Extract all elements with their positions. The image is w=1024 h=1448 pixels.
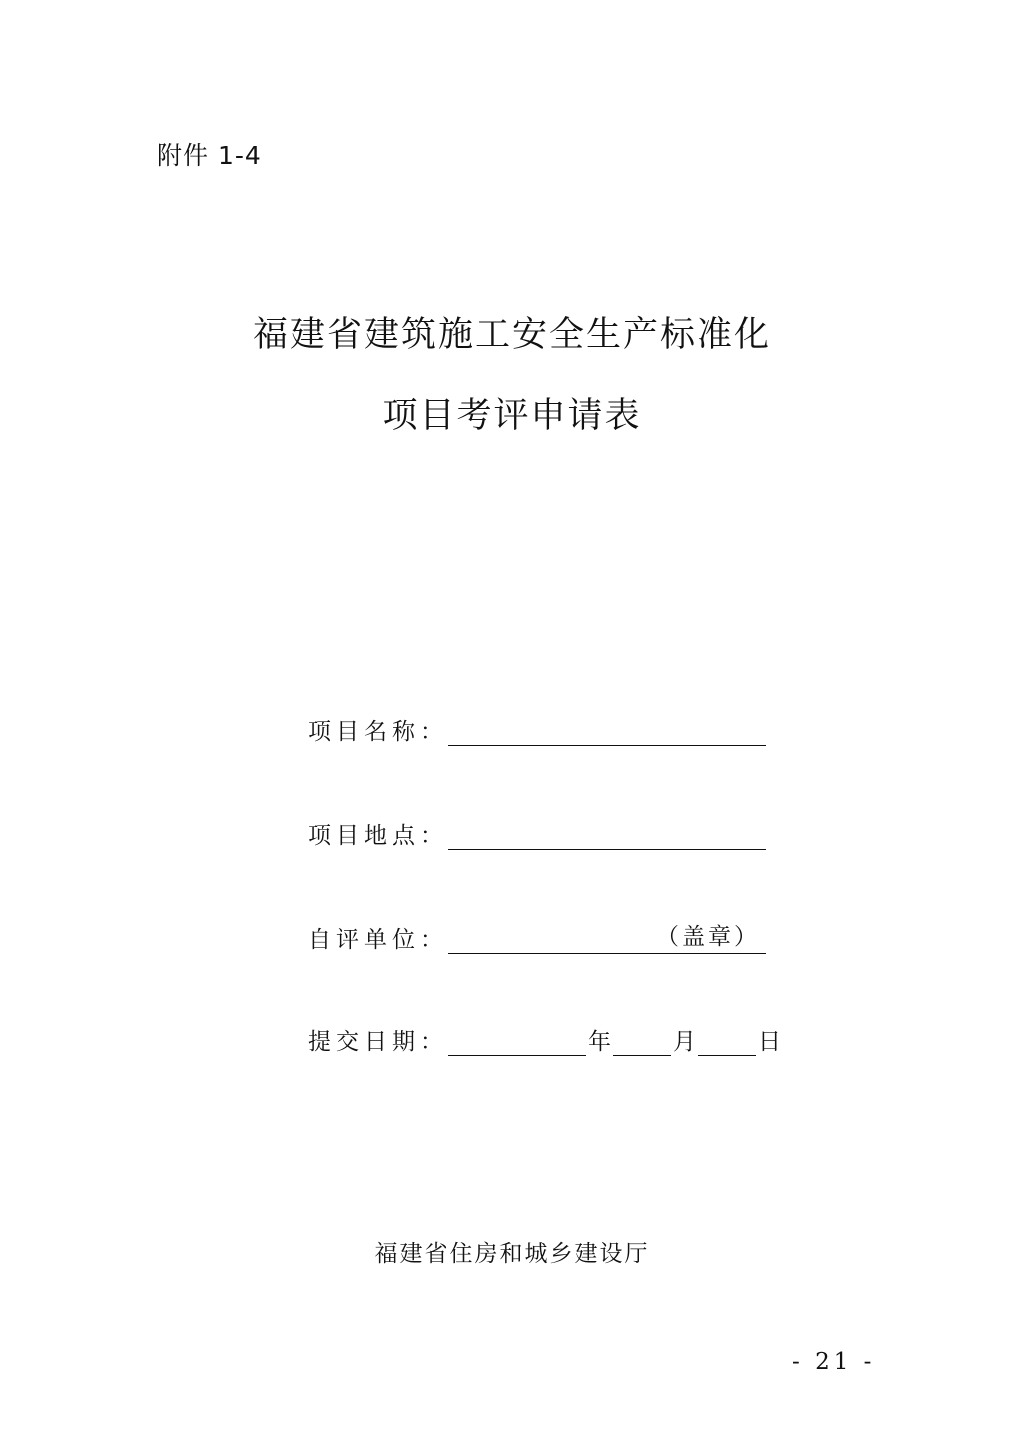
year-unit: 年 <box>588 1029 611 1055</box>
self-eval-unit-field <box>308 920 766 954</box>
day-unit: 日 <box>758 1029 781 1055</box>
year-blank[interactable] <box>448 1025 586 1056</box>
self-eval-unit-blank[interactable] <box>448 923 766 954</box>
document-title-line-1: 福建省建筑施工安全生产标准化 <box>252 315 771 355</box>
self-eval-unit-label: 自评单位： <box>308 927 448 953</box>
seal-note: （盖章） <box>656 924 760 950</box>
month-blank[interactable] <box>613 1025 671 1056</box>
page-number: - 21 - <box>792 1349 876 1375</box>
project-location-blank[interactable] <box>448 819 766 850</box>
attachment-label: 附件 1-4 <box>157 141 262 170</box>
issuing-authority: 福建省住房和城乡建设厅 <box>374 1241 650 1267</box>
project-name-label: 项目名称： <box>308 719 448 745</box>
project-name-field <box>308 712 766 746</box>
submit-date-field <box>308 1022 783 1056</box>
submit-date-label: 提交日期： <box>308 1029 448 1055</box>
month-unit: 月 <box>673 1029 696 1055</box>
project-location-label: 项目地点： <box>308 823 448 849</box>
project-name-blank[interactable] <box>448 715 766 746</box>
document-title-line-2: 项目考评申请表 <box>382 396 642 436</box>
day-blank[interactable] <box>698 1025 756 1056</box>
project-location-field <box>308 816 766 850</box>
